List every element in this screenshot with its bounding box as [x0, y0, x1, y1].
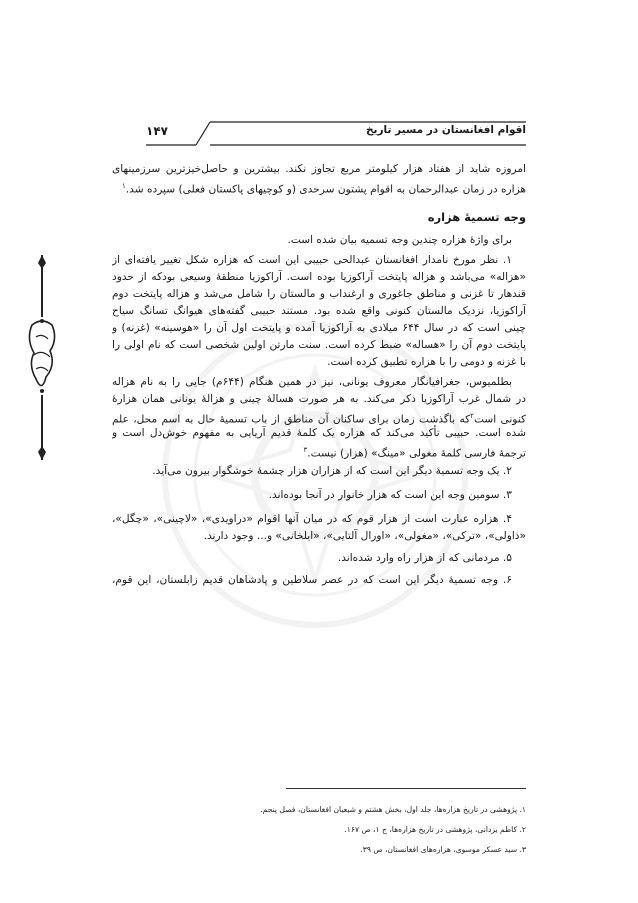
section-heading: وجه تسمیهٔ هزاره — [427, 210, 526, 224]
body-line: «هزاله» می‌باشد و هزاله پایتخت آراکوزیا بوده است. آراکوزیا منطقهٔ وسیعی بودکه از حدود — [112, 271, 526, 283]
body-line — [112, 178, 526, 199]
page-number: ۱۴۷ — [146, 124, 168, 138]
body-line: شده است. حبیبی تأکید می‌کند که هزاره یک کلمهٔ قدیم آریایی به مفهوم خوش‌دل است و — [112, 427, 526, 439]
body-line: در شمال غرب آراکوزیا ذکر می‌کند. به هر صورت هسالهٔ چینی و هزالهٔ یونانی همان هزارهٔ — [112, 393, 526, 405]
list-item: ۶. وجه تسمیهٔ دیگر این است که در عصر سلاطین و پادشاهان قدیم زابلستان، این قوم، — [112, 574, 512, 586]
list-item: ۴. هزاره عبارت است از هزار قوم که در میان آنها اقوام «دراویدی»، «لاچینی»، «چگل»، — [112, 513, 512, 525]
list-item: ۳. سومین وجه این است که هزار خانوار در آنجا بوده‌اند. — [268, 489, 512, 501]
body-line: برای واژهٔ هزاره چندین وجه تسمیه بیان شده است. — [287, 234, 512, 246]
body-line: چینی است که در سال ۶۴۴ میلادی به آراکوزیا آمده و پایتخت اول آن را «هوسینه» (غزنه) و — [112, 322, 526, 334]
footnote: ۲. کاظم یزدانی، پژوهشی در تاریخ هزاره‌ها، ج ۱، ص ۱۶۷. — [344, 825, 526, 834]
body-line: بطلمیوس، جغرافیانگار معروف یونانی، نیز در همین هنگام (۶۴۴م) جایی را به نام هزاله — [112, 376, 512, 388]
list-item-continuation: «ذاولی»، «ترکی»، «مغولی»، «اورال آلتایی»، «ایلخانی» و... وجود دارند. — [203, 530, 526, 542]
footnote-marker: ۱ — [122, 182, 126, 190]
body-line: قندهار تا غزنی و مناطق جاغوری و ارغنداب و مالستان را شامل می‌شد و هزاله پایتخت دوم — [112, 288, 526, 300]
body-line: پایتخت دوم آن را «هساله» ضبط کرده است. سنت مارتن اولین شخصی است که نام اولی را — [112, 339, 526, 351]
body-line: آراکوزیا، نزدیک مالستان کنونی واقع شده بود. مستند حبیبی گفته‌های هیوانگ تسانگ سیاح — [112, 305, 526, 317]
body-line: ۱. نظر مورخ نامدار افغانستان عبدالحی حبیبی این است که هزاره شکل تغییر یافته‌ای از — [112, 254, 512, 266]
body-line — [112, 442, 526, 463]
footnote: ۳. سید عسکر موسوی، هزاره‌های افغانستان، ص ۳۹. — [360, 845, 526, 854]
footnote-marker: ۳ — [303, 446, 308, 454]
body-text: ترجمهٔ فارسی کلمهٔ مغولی «مینگ» (هزار) نیست. — [307, 447, 526, 460]
body-text: هزاره در زمان عبدالرحمان به اقوام پشتون سرحدی (و کوچیهای پاکستان فعلی) سپرده شد. — [125, 183, 526, 196]
body-line: امروزه شاید از هفتاد هزار کیلومتر مربع تجاوز نکند. بیشترین و حاصل‌خیزترین سرزمینهای — [112, 163, 526, 175]
body-text: کنونی است — [473, 413, 526, 426]
body-line: با غزنه و دومی را با هزاره تطبیق کرده است. — [327, 356, 526, 368]
footnote-rule — [286, 788, 526, 789]
running-header — [146, 120, 526, 146]
list-item: ۲. یک وجه تسمیهٔ دیگر این است که از هزاران هزار چشمهٔ خوشگوار بیرون می‌آید. — [152, 465, 512, 477]
list-item: ۵. مردمانی که از هزار راه وارد شده‌اند. — [337, 552, 512, 564]
footnote-marker: ۲ — [470, 412, 474, 420]
body-text: که باگذشت زمان برای ساکنان آن مناطق از باب تسمیهٔ حال به اسم محل، علم — [112, 413, 471, 426]
footnote: ۱. پژوهشی در تاریخ هزاره‌ها، جلد اول، بخش هشتم و شیعیان افغانستان، فصل پنجم. — [260, 805, 526, 814]
running-header-title: اقوام افغانستان در مسیر تاریخ — [365, 124, 526, 136]
side-ornament-icon — [22, 255, 62, 460]
